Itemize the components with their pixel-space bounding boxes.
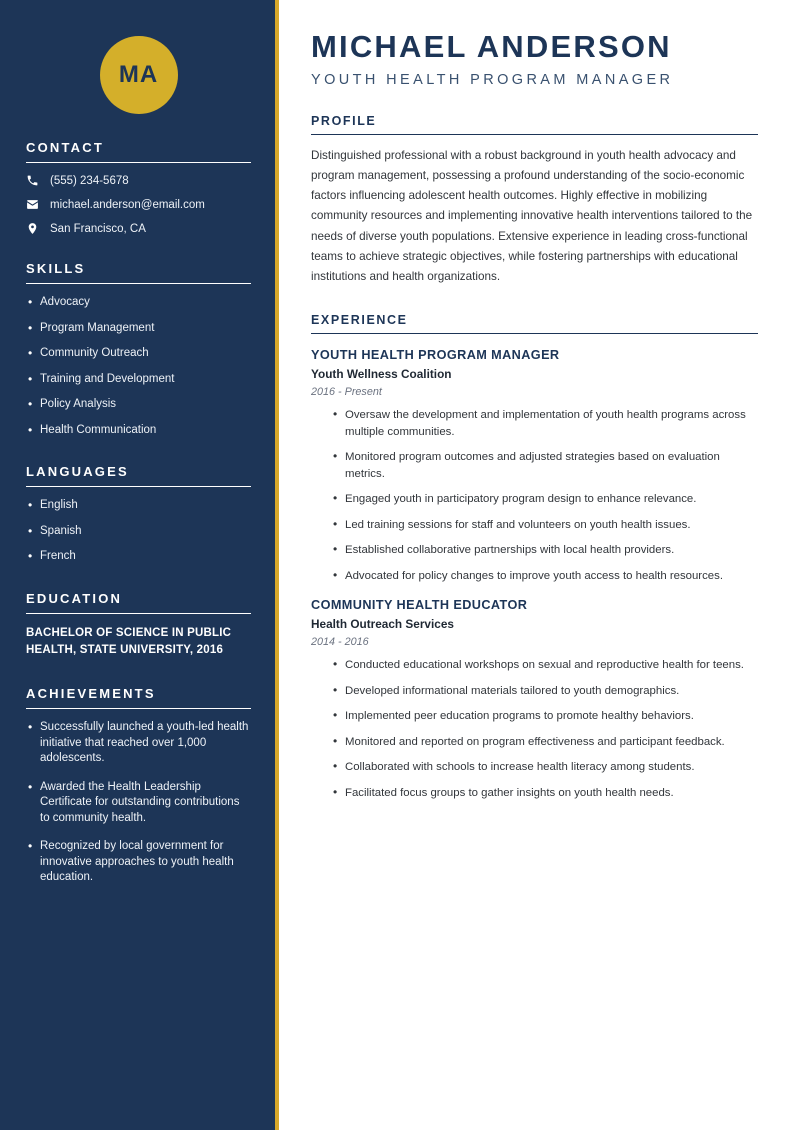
list-item: • Established collaborative partnerships with local health providers. [333, 542, 758, 559]
section-title-skills: SKILLS [26, 261, 251, 284]
section-title-achievements: ACHIEVEMENTS [26, 686, 251, 709]
section-languages [26, 464, 251, 565]
section-experience [311, 313, 758, 801]
section-title-education: EDUCATION [26, 591, 251, 614]
list-item: • French [26, 549, 251, 565]
section-title-languages: LANGUAGES [26, 464, 251, 487]
experience-entry-1 [311, 348, 758, 584]
section-title-experience: EXPERIENCE [311, 313, 758, 334]
list-item: • Community Outreach [26, 346, 251, 362]
list-item: • Collaborated with schools to increase health literacy among students. [333, 759, 758, 776]
list-item: • Spanish [26, 524, 251, 540]
list-item: • Health Communication [26, 423, 251, 439]
experience-job-title: YOUTH HEALTH PROGRAM MANAGER [311, 347, 560, 362]
avatar-container [26, 0, 251, 114]
page-title: MICHAEL ANDERSON [311, 29, 672, 64]
section-contact [26, 140, 251, 235]
contact-phone-value: (555) 234-5678 [50, 174, 129, 187]
list-item: • Policy Analysis [26, 397, 251, 413]
contact-location-value: San Francisco, CA [50, 222, 146, 235]
experience-bullets [311, 407, 758, 584]
skills-list [26, 295, 251, 438]
profile-text: Distinguished professional with a robust background in youth health advocacy and program management, possessing a profound understanding of the socio-economic factors influencing adolescent health outcomes. Highly effective in mobilizing community resources and implementing innovative health interventions tailored to the needs of diverse youth populations. Extensive experience in leading cross-functional teams to achieve strategic objectives, while fostering partnerships with educational institutions and health organizations. [311, 149, 753, 283]
experience-dates: 2014 - 2016 [311, 636, 369, 649]
experience-dates: 2016 - Present [311, 385, 382, 398]
list-item: • Recognized by local government for innovative approaches to youth health education. [26, 839, 251, 886]
section-achievements [26, 686, 251, 886]
section-title-contact: CONTACT [26, 140, 251, 163]
list-item: • Developed informational materials tailored to youth demographics. [333, 683, 758, 700]
list-item: • Led training sessions for staff and volunteers on youth health issues. [333, 517, 758, 534]
list-item: • Monitored and reported on program effectiveness and participant feedback. [333, 734, 758, 751]
languages-list [26, 498, 251, 565]
main-content [279, 0, 800, 1130]
avatar: MA [100, 36, 178, 114]
achievements-list [26, 720, 251, 886]
contact-row-location [26, 222, 251, 235]
section-education [26, 591, 251, 661]
list-item: • Conducted educational workshops on sexual and reproductive health for teens. [333, 657, 758, 674]
list-item: • Monitored program outcomes and adjusted strategies based on evaluation metrics. [333, 449, 758, 482]
experience-entry-2 [311, 598, 758, 801]
envelope-icon [26, 198, 44, 211]
experience-bullets [311, 657, 758, 801]
phone-icon [26, 174, 44, 187]
contact-row-email [26, 198, 251, 211]
contact-email-value: michael.anderson@email.com [50, 198, 205, 211]
list-item: • Awarded the Health Leadership Certificate for outstanding contributions to community health. [26, 780, 251, 827]
section-title-profile: PROFILE [311, 114, 758, 135]
list-item: • Advocated for policy changes to improve youth access to health resources. [333, 568, 758, 585]
job-role-subtitle: YOUTH HEALTH PROGRAM MANAGER [311, 72, 674, 89]
experience-company: Youth Wellness Coalition [311, 366, 452, 381]
list-item: • Implemented peer education programs to promote healthy behaviors. [333, 708, 758, 725]
list-item: • Advocacy [26, 295, 251, 311]
list-item: • English [26, 498, 251, 514]
education-entry: BACHELOR OF SCIENCE IN PUBLIC HEALTH, STATE UNIVERSITY, 2016 [26, 626, 232, 657]
list-item: • Program Management [26, 321, 251, 337]
location-pin-icon [26, 222, 44, 235]
list-item: • Facilitated focus groups to gather insights on youth health needs. [333, 785, 758, 802]
sidebar-accent-edge [275, 0, 279, 1130]
list-item: • Training and Development [26, 372, 251, 388]
section-skills [26, 261, 251, 438]
list-item: • Oversaw the development and implementation of youth health programs across multiple communities. [333, 407, 758, 440]
experience-job-title: COMMUNITY HEALTH EDUCATOR [311, 598, 528, 613]
list-item: • Engaged youth in participatory program design to enhance relevance. [333, 491, 758, 508]
experience-company: Health Outreach Services [311, 617, 454, 632]
section-profile [311, 114, 758, 287]
list-item: • Successfully launched a youth-led health initiative that reached over 1,000 adolescents. [26, 720, 251, 767]
sidebar [0, 0, 279, 1130]
contact-row-phone [26, 174, 251, 187]
